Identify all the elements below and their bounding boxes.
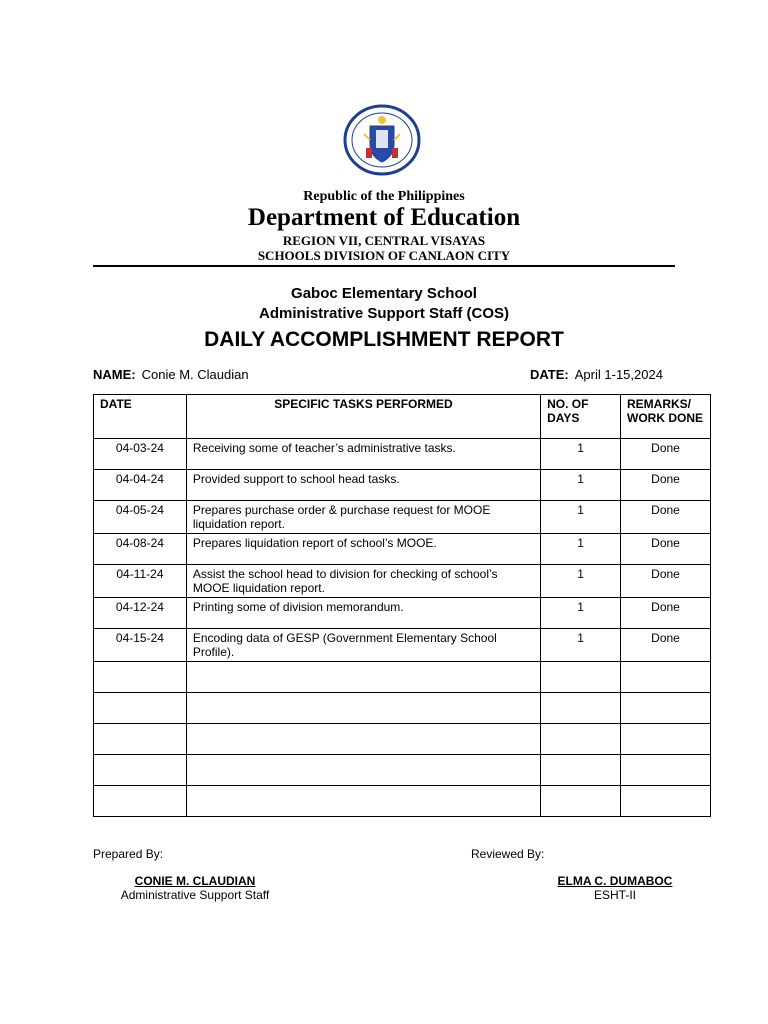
- table-row: [94, 501, 711, 534]
- table-row: [94, 565, 711, 598]
- prepared-by-signature: [102, 874, 288, 902]
- row-days: [541, 724, 621, 755]
- row-task: [186, 724, 540, 755]
- table-row: [94, 470, 711, 501]
- row-task: [186, 755, 540, 786]
- reviewed-by-label: Reviewed By:: [471, 847, 545, 861]
- row-days: 1: [541, 565, 621, 598]
- division-heading: SCHOOLS DIVISION OF CANLAON CITY: [257, 248, 511, 263]
- row-days: 1: [541, 439, 621, 470]
- date-field: [530, 367, 663, 382]
- row-remarks: Done: [621, 598, 711, 629]
- row-date: [94, 693, 187, 724]
- row-remarks: [621, 693, 711, 724]
- row-date: 04-05-24: [94, 501, 187, 534]
- row-task: [186, 786, 540, 817]
- region-heading: REGION VII, CENTRAL VISAYAS: [282, 233, 486, 248]
- row-remarks: [621, 755, 711, 786]
- table-row: [94, 629, 711, 662]
- row-days: 1: [541, 470, 621, 501]
- row-task: Provided support to school head tasks.: [186, 470, 540, 501]
- row-days: 1: [541, 534, 621, 565]
- row-date: 04-08-24: [94, 534, 187, 565]
- table-row: [94, 598, 711, 629]
- name-label: NAME:: [93, 367, 136, 382]
- row-remarks: [621, 662, 711, 693]
- row-remarks: [621, 724, 711, 755]
- col-date-header: DATE: [94, 395, 187, 439]
- row-days: [541, 786, 621, 817]
- row-remarks: Done: [621, 470, 711, 501]
- row-remarks: Done: [621, 439, 711, 470]
- row-date: [94, 662, 187, 693]
- row-date: 04-12-24: [94, 598, 187, 629]
- row-days: 1: [541, 501, 621, 534]
- row-date: 04-11-24: [94, 565, 187, 598]
- deped-seal-icon: [342, 104, 422, 176]
- row-task: Prepares purchase order & purchase request for MOOE liquidation report.: [186, 501, 540, 534]
- accomplishment-table: [93, 394, 711, 817]
- col-days-header: NO. OF DAYS: [541, 395, 621, 439]
- row-task: [186, 693, 540, 724]
- row-task: Encoding data of GESP (Government Elementary School Profile).: [186, 629, 540, 662]
- table-header-row: [94, 395, 711, 439]
- row-task: Prepares liquidation report of school’s MOOE.: [186, 534, 540, 565]
- reviewed-by-signature: [550, 874, 680, 902]
- school-name: Gaboc Elementary School: [291, 285, 477, 302]
- row-days: [541, 662, 621, 693]
- row-date: 04-03-24: [94, 439, 187, 470]
- republic-heading: Republic of the Philippines: [303, 189, 465, 204]
- table-row: [94, 534, 711, 565]
- table-row-empty: [94, 724, 711, 755]
- name-value: Conie M. Claudian: [141, 367, 249, 382]
- department-heading: Department of Education: [247, 204, 521, 231]
- header-divider: [93, 265, 675, 267]
- row-days: [541, 693, 621, 724]
- table-row-empty: [94, 693, 711, 724]
- row-task: Receiving some of teacher’s administrative tasks.: [186, 439, 540, 470]
- reviewer-name: ELMA C. DUMABOC: [557, 874, 673, 888]
- row-days: 1: [541, 629, 621, 662]
- preparer-name: CONIE M. CLAUDIAN: [134, 874, 256, 888]
- row-remarks: Done: [621, 501, 711, 534]
- row-remarks: Done: [621, 565, 711, 598]
- table-row-empty: [94, 662, 711, 693]
- row-task: Assist the school head to division for checking of school’s MOOE liquidation report.: [186, 565, 540, 598]
- col-tasks-header: SPECIFIC TASKS PERFORMED: [186, 395, 540, 439]
- prepared-by-label: Prepared By:: [93, 847, 164, 861]
- row-days: [541, 755, 621, 786]
- row-date: 04-04-24: [94, 470, 187, 501]
- table-row: [94, 439, 711, 470]
- row-days: 1: [541, 598, 621, 629]
- row-task: Printing some of division memorandum.: [186, 598, 540, 629]
- date-label: DATE:: [530, 367, 569, 382]
- reviewer-position: ESHT-II: [593, 888, 636, 902]
- row-task: [186, 662, 540, 693]
- table-row-empty: [94, 786, 711, 817]
- row-date: 04-15-24: [94, 629, 187, 662]
- row-remarks: [621, 786, 711, 817]
- staff-type: Administrative Support Staff (COS): [258, 305, 509, 322]
- row-remarks: Done: [621, 534, 711, 565]
- row-remarks: Done: [621, 629, 711, 662]
- col-remarks-header: REMARKS/ WORK DONE: [621, 395, 711, 439]
- date-value: April 1-15,2024: [574, 367, 663, 382]
- preparer-position: Administrative Support Staff: [120, 888, 270, 902]
- row-date: [94, 755, 187, 786]
- row-date: [94, 786, 187, 817]
- report-title: DAILY ACCOMPLISHMENT REPORT: [204, 328, 564, 351]
- table-row-empty: [94, 755, 711, 786]
- name-field: [93, 367, 249, 382]
- row-date: [94, 724, 187, 755]
